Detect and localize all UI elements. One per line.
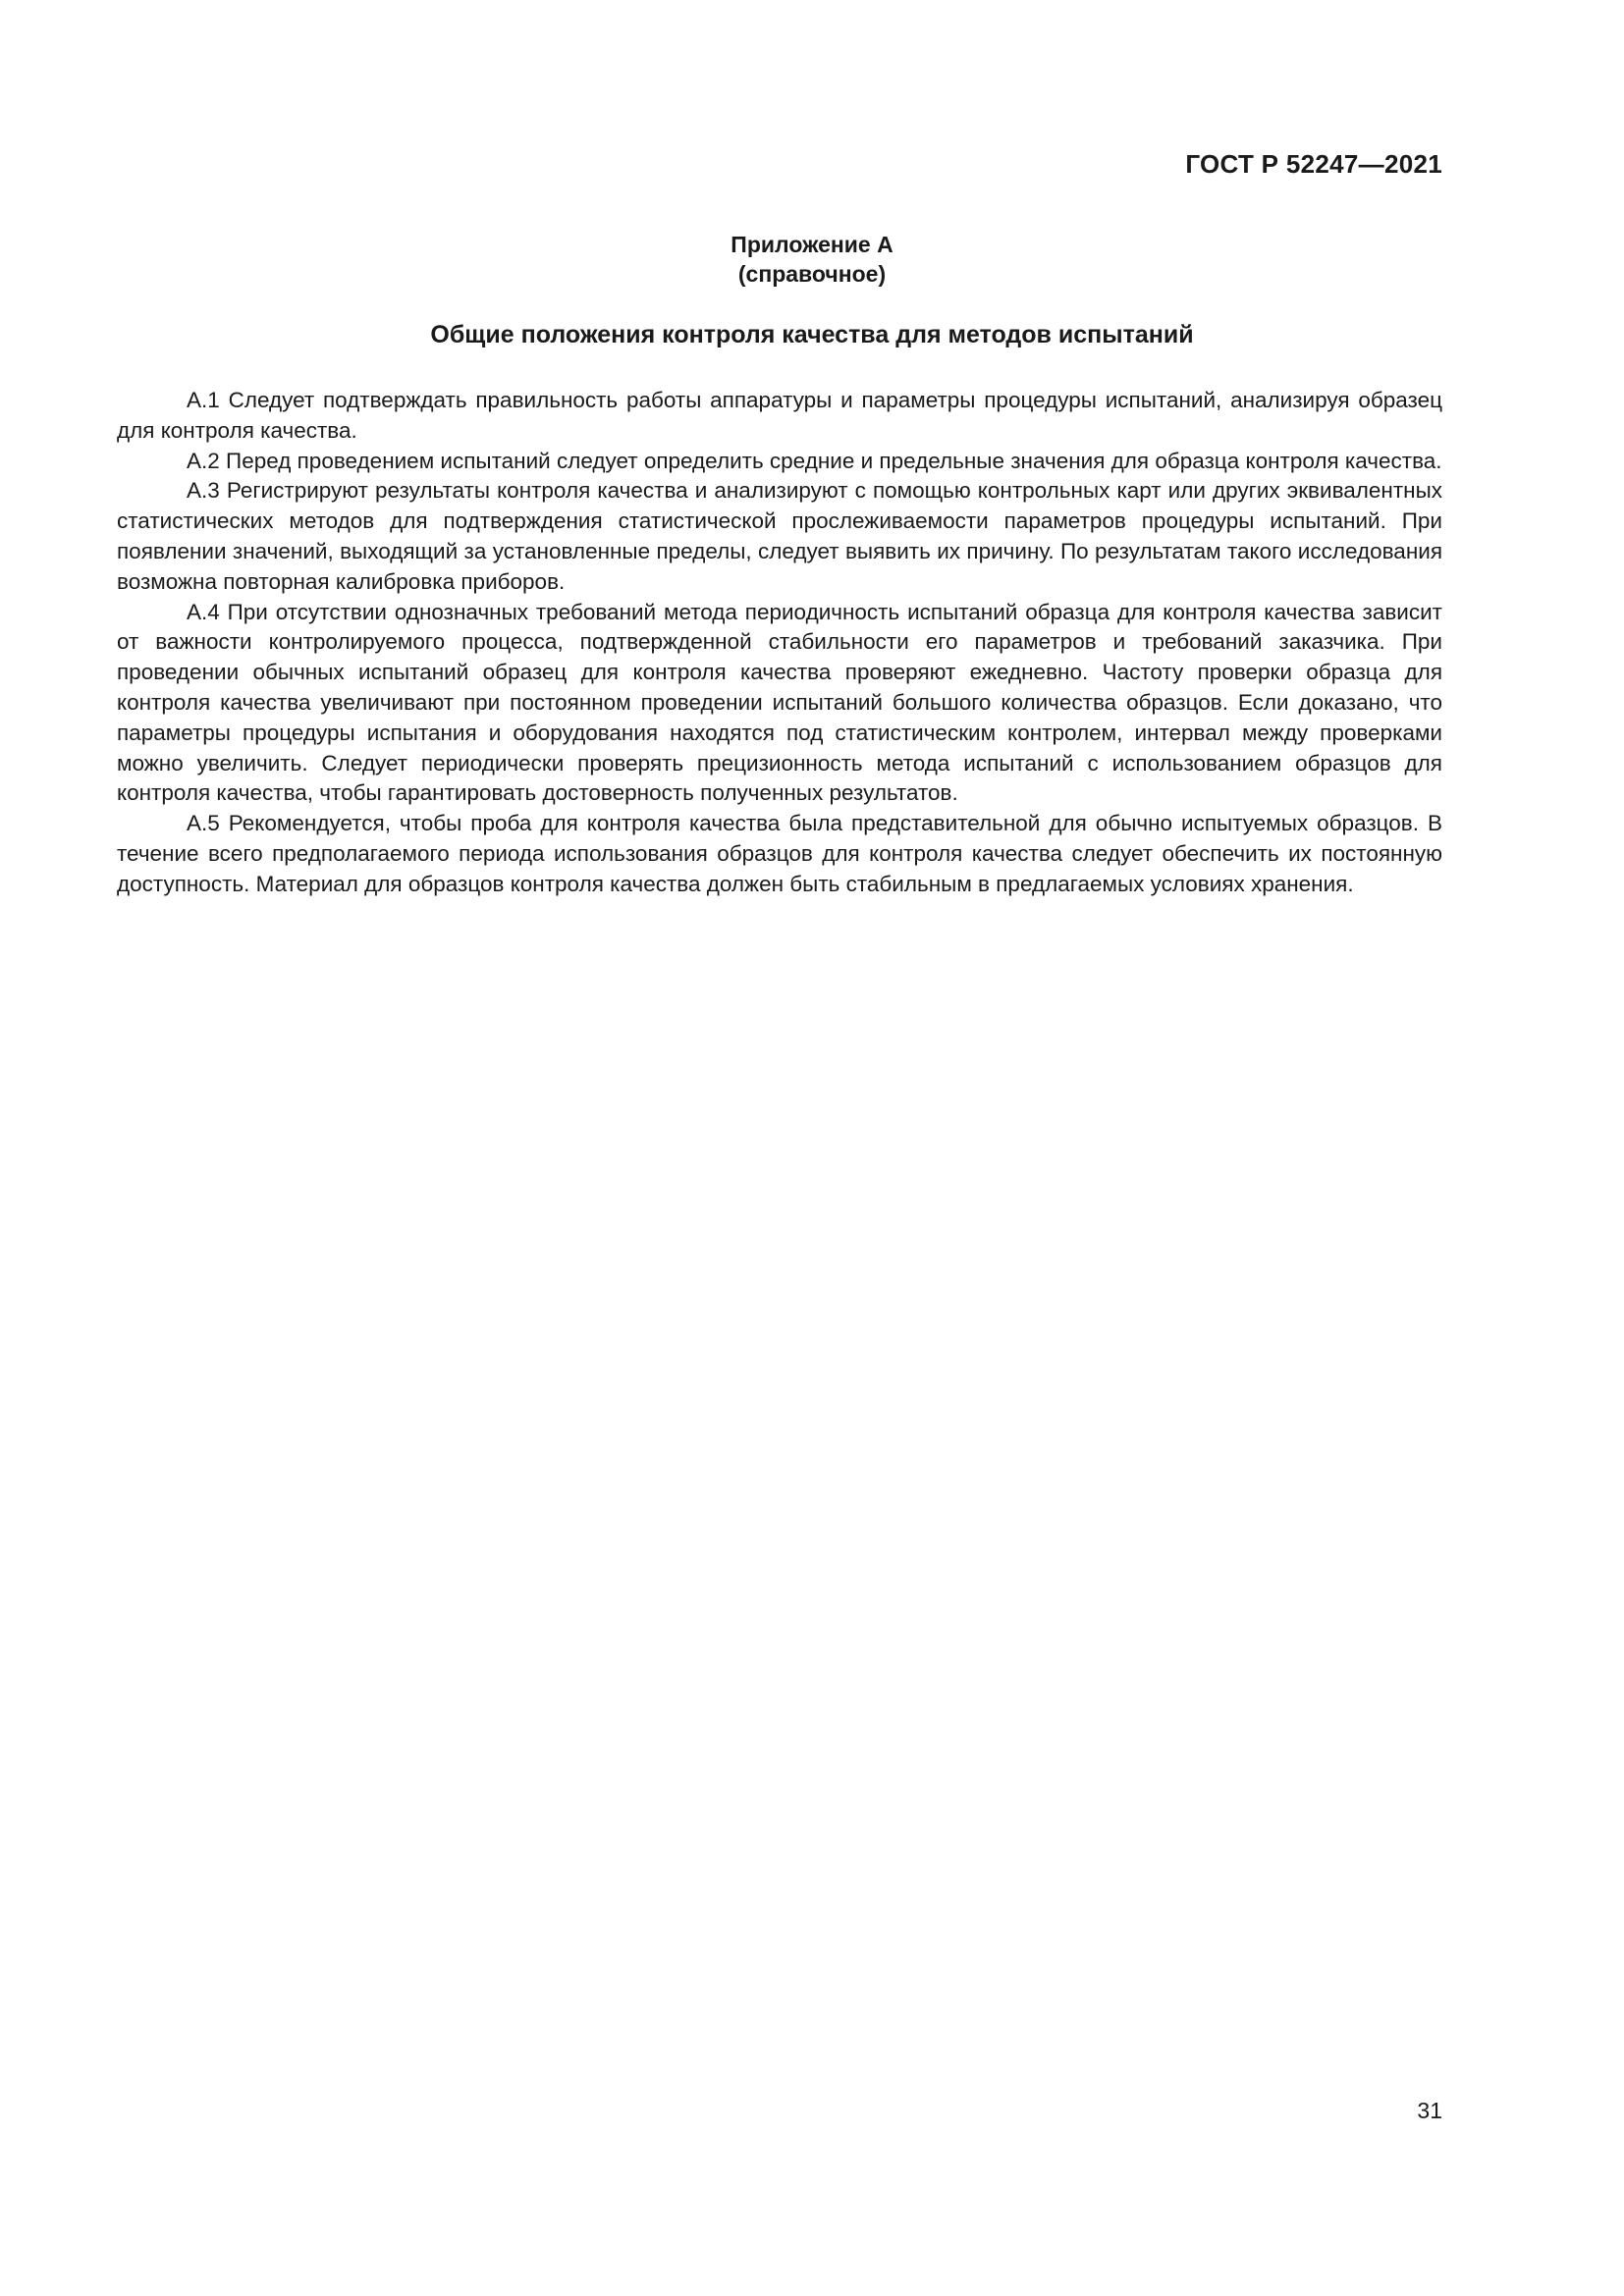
standard-code: ГОСТ Р 52247—2021 (1185, 149, 1442, 179)
appendix-title-block (0, 230, 1624, 289)
paragraph-a3: А.3 Регистрируют результаты контроля качества и анализируют с помощью контрольных карт или других эквивалентных статистических методов для подтверждения статистической прослеживаемости параметров процедуры испытаний. При появлении значений, выходящий за установленные пределы, следует выявить их причину. По результатам такого исследования возможна повторная калибровка приборов. (117, 478, 1442, 594)
paragraph-a1: А.1 Следует подтверждать правильность работы аппаратуры и параметры процедуры испытаний, анализируя образец для контроля качества. (117, 388, 1442, 443)
page-number: 31 (1417, 2098, 1442, 2123)
section-heading: Общие положения контроля качества для методов испытаний (430, 321, 1194, 348)
paragraph-a2: А.2 Перед проведением испытаний следует определить средние и предельные значения для образца контроля качества. (187, 448, 1442, 473)
body-text (117, 386, 1442, 900)
paragraph-a4: А.4 При отсутствии однозначных требований метода периодичность испытаний образца для контроля качества зависит от важности контролируемого процесса, подтвержденной стабильности его параметров и требований заказчика. При проведении обычных испытаний образец для контроля качества проверяют ежедневно. Частоту проверки образца для контроля качества увеличивают при постоянном проведении испытаний большого количества образцов. Если доказано, что параметры процедуры испытания и оборудования находятся под статистическим контролем, интервал между проверками можно увеличить. Следует периодически проверять прецизионность метода испытаний с использованием образцов для контроля качества, чтобы гарантировать достоверность полученных результатов. (117, 599, 1442, 806)
appendix-kind: (справочное) (737, 261, 887, 287)
appendix-label: Приложение А (731, 232, 893, 257)
paragraph-a5: А.5 Рекомендуется, чтобы проба для контроля качества была представительной для обычно испытуемых образцов. В течение всего предполагаемого периода использования образцов для контроля качества следует обеспечить их постоянную доступность. Материал для образцов контроля качества должен быть стабильным в предлагаемых условиях хранения. (117, 811, 1442, 896)
